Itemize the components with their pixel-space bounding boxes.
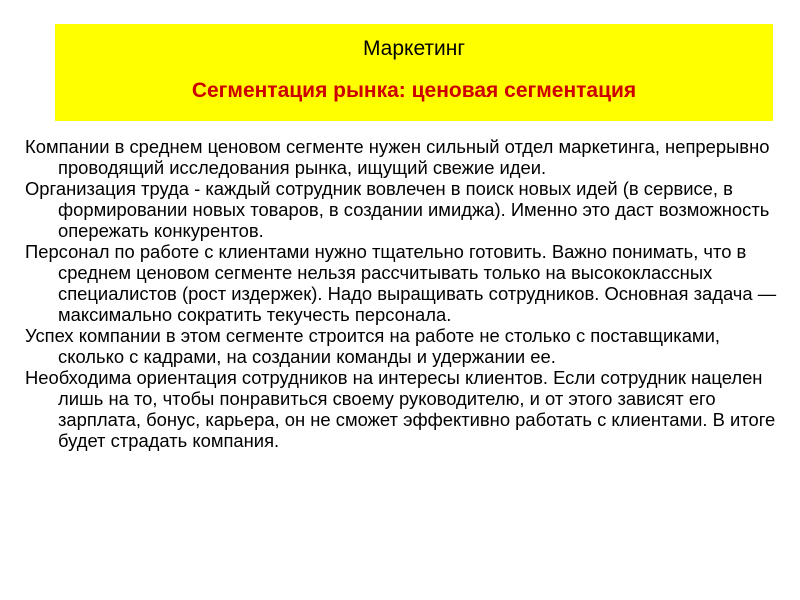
paragraph-customer-orientation: Необходима ориентация сотрудников на интересы клиентов. Если сотрудник нацелен лишь на то, чтобы понравиться своему руководителю, и от этого зависят его зарплата, бонус, карьера, он не сможет эффективно работать с клиентами. В итоге будет страдать компания. — [25, 367, 776, 451]
slide-title: Сегментация рынка: ценовая сегментация — [191, 79, 637, 102]
paragraph-work-organization: Организация труда - каждый сотрудник вовлечен в поиск новых идей (в сервисе, в формировании новых товаров, в создании имиджа). Именно это даст возможность опережать конкурентов. — [25, 178, 770, 241]
body-text — [20, 136, 782, 451]
paragraph-company-success: Успех компании в этом сегменте строится на работе не столько с поставщиками, сколько с кадрами, на создании команды и удержании ее. — [25, 325, 720, 367]
paragraph-marketing-department: Компании в среднем ценовом сегменте нужен сильный отдел маркетинга, непрерывно проводящий исследования рынка, ищущий свежие идеи. — [25, 136, 770, 178]
paragraph-staff-training: Персонал по работе с клиентами нужно тщательно готовить. Важно понимать, что в среднем ценовом сегменте нельзя рассчитывать только на высококлассных специалистов (рост издержек). Надо выращивать сотрудников. Основная задача — максимально сократить текучесть персонала. — [25, 241, 777, 325]
header-box — [55, 24, 773, 121]
slide-subject: Маркетинг — [362, 37, 466, 60]
